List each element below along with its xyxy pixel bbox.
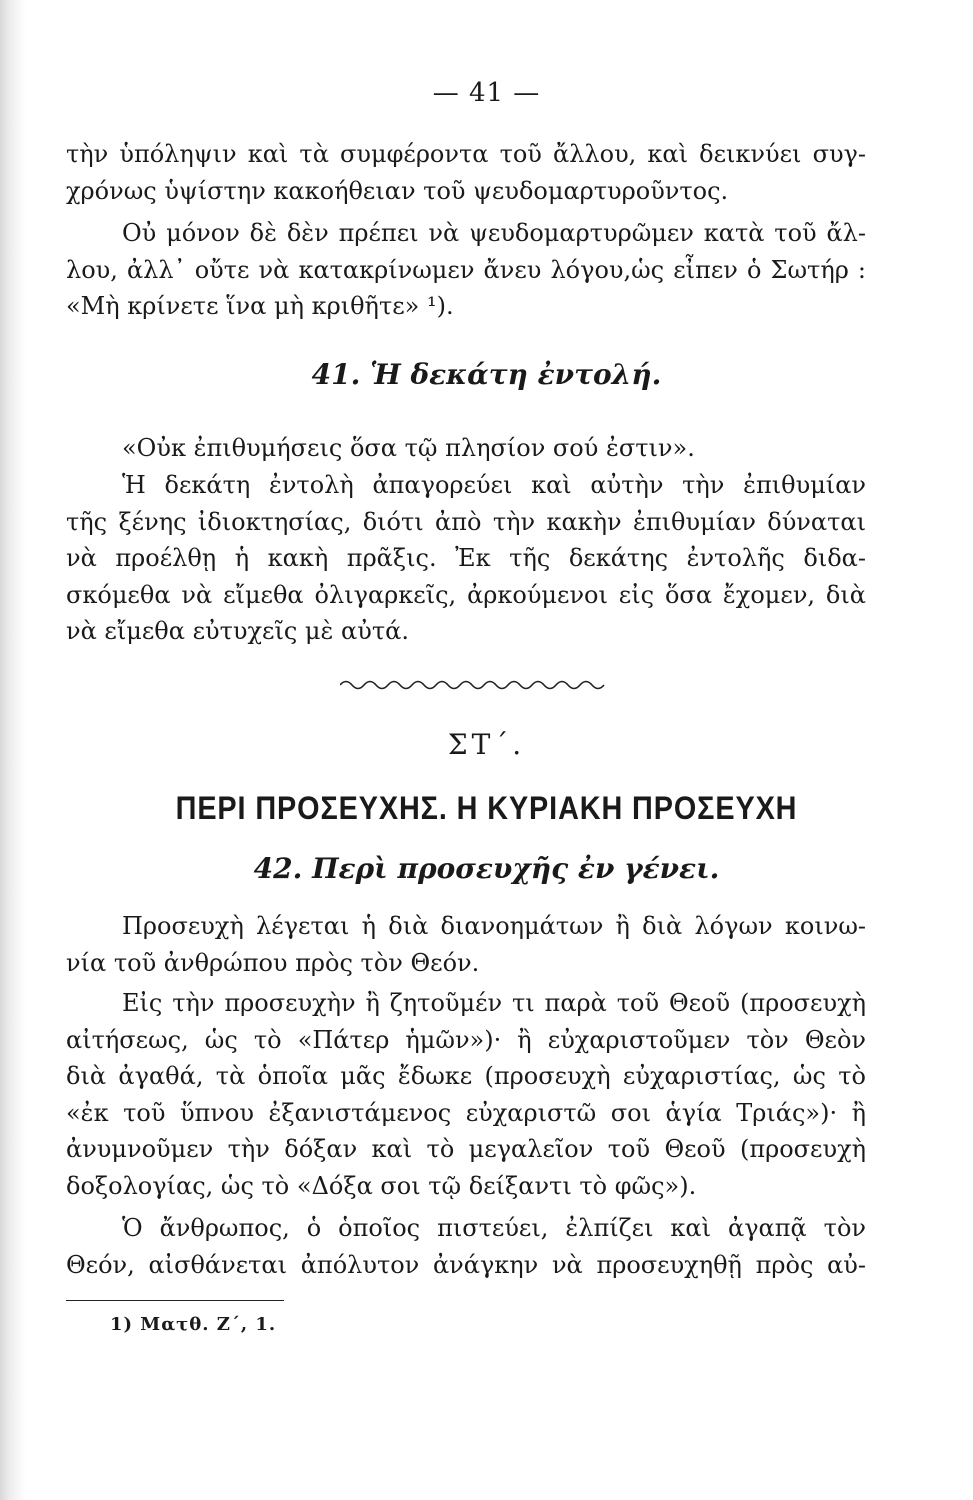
text-line: σκόμεθα νὰ εἴμεθα ὀλιγαρκεῖς, ἀρκούμενοι εἰς ὅσα ἔχομεν, διὰ xyxy=(66,580,866,609)
wavy-divider xyxy=(340,676,608,694)
text-line: νὰ προέλθῃ ἡ κακὴ πρᾶξις. Ἐκ τῆς δεκάτης ἐντολῆς διδα- xyxy=(66,544,866,572)
paragraph-false-witness xyxy=(66,215,866,325)
text-line: Ἡ δεκάτη ἐντολὴ ἀπαγορεύει καὶ αὐτὴν τὴν ἐπιθυμίαν xyxy=(122,471,866,499)
paragraph-prayer-definition xyxy=(66,908,866,981)
paragraph-prayer-types xyxy=(66,985,866,1204)
paragraph-continued xyxy=(66,136,866,209)
footnote-rule xyxy=(66,1300,284,1301)
paragraph-commandment-quote xyxy=(66,430,866,467)
text-line: «Οὐκ ἐπιθυμήσεις ὅσα τῷ πλησίον σού ἐστιν». xyxy=(122,434,695,462)
paragraph-tenth-commandment xyxy=(66,467,866,650)
text-line: ἀνυμνοῦμεν τὴν δόξαν καὶ τὸ μεγαλεῖον τοῦ Θεοῦ (προσευχὴ xyxy=(66,1135,866,1163)
footnote: 1) Ματθ. Ζ΄, 1. xyxy=(110,1314,277,1335)
text-line: Θεόν, αἰσθάνεται ἀπόλυτον ἀνάγκην νὰ προσευχηθῇ πρὸς αὐ- xyxy=(66,1250,866,1279)
text-line: λου, ἀλλ᾽ οὔτε νὰ κατακρίνωμεν ἄνευ λόγου,ὡς εἶπεν ὁ Σωτήρ : xyxy=(66,255,866,284)
text-line: «Μὴ κρίνετε ἵνα μὴ κριθῆτε» ¹). xyxy=(66,292,454,320)
section-heading-41: 41. Ἡ δεκάτη ἐντολή. xyxy=(311,358,662,391)
text-line: δοξολογίας, ὡς τὸ «Δόξα σοι τῷ δείξαντι τὸ φῶς»). xyxy=(66,1171,697,1200)
chapter-title: ΠΕΡΙ ΠΡΟΣΕΥΧΗΣ. Η ΚΥΡΙΑΚΗ ΠΡΟΣΕΥΧΗ xyxy=(175,790,798,826)
text-line: Εἰς τὴν προσευχὴν ἢ ζητοῦμέν τι παρὰ τοῦ Θεοῦ (προσευχὴ xyxy=(122,989,866,1017)
text-line: χρόνως ὑψίστην κακοήθειαν τοῦ ψευδομαρτυροῦντος. xyxy=(66,176,729,205)
page-number: — 41 — xyxy=(432,78,541,108)
text-line: τῆς ξένης ἰδιοκτησίας, διότι ἀπὸ τὴν κακὴν ἐπιθυμίαν δύναται xyxy=(66,507,866,536)
text-line: νία τοῦ ἀνθρώπου πρὸς τὸν Θεόν. xyxy=(66,948,480,977)
text-line: αἰτήσεως, ὡς τὸ «Πάτερ ἡμῶν»)· ἢ εὐχαριστοῦμεν τὸν Θεὸν xyxy=(66,1025,866,1054)
chapter-number: ΣΤ΄. xyxy=(447,728,526,761)
text-line: τὴν ὑπόληψιν καὶ τὰ συμφέροντα τοῦ ἄλλου, καὶ δεικνύει συγ- xyxy=(66,140,866,168)
text-line: Ὁ ἄνθρωπος, ὁ ὁποῖος πιστεύει, ἐλπίζει καὶ ἀγαπᾷ τὸν xyxy=(122,1214,866,1242)
text-line: «ἐκ τοῦ ὕπνου ἐξανιστάμενος εὐχαριστῶ σοι ἁγία Τριάς»)· ἢ xyxy=(66,1098,866,1127)
section-heading-42: 42. Περὶ προσευχῆς ἐν γένει. xyxy=(253,852,720,885)
paragraph-believer-prayer xyxy=(66,1210,866,1283)
text-line: Οὐ μόνον δὲ δὲν πρέπει νὰ ψευδομαρτυρῶμεν κατὰ τοῦ ἄλ- xyxy=(122,219,866,247)
text-line: νὰ εἴμεθα εὐτυχεῖς μὲ αὐτά. xyxy=(66,617,409,645)
text-line: Προσευχὴ λέγεται ἡ διὰ διανοημάτων ἢ διὰ λόγων κοινω- xyxy=(122,912,866,940)
text-line: διὰ ἀγαθά, τὰ ὁποῖα μᾶς ἔδωκε (προσευχὴ εὐχαριστίας, ὡς τὸ xyxy=(66,1062,866,1090)
